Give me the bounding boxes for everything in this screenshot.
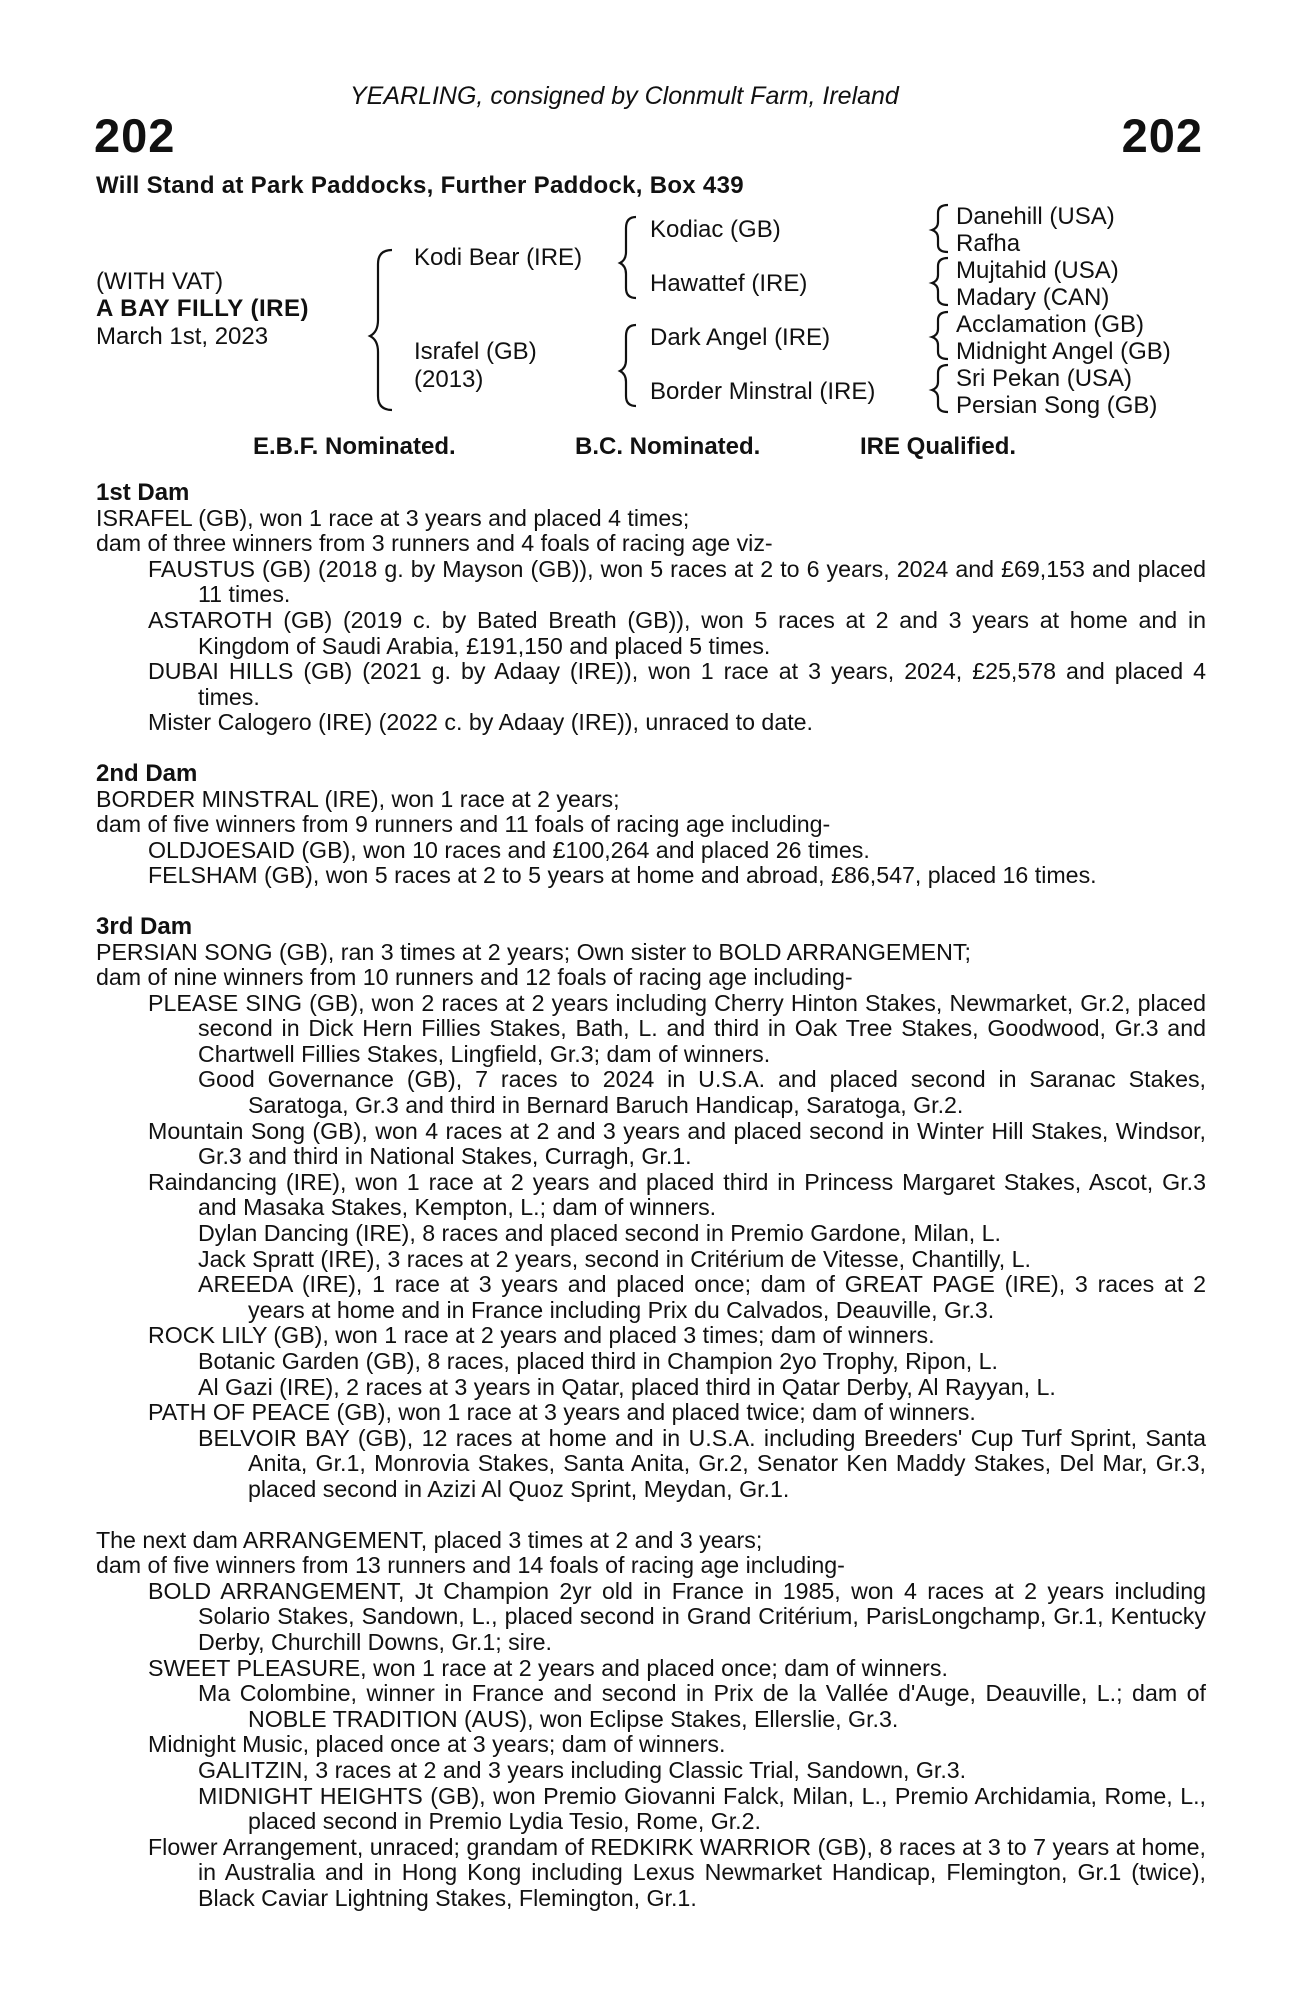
progeny-entry: GALITZIN, 3 races at 2 and 3 years including Classic Trial, Sandown, Gr.3. [198,1756,967,1783]
progeny-entry: Ma Colombine, winner in France and second in Prix de la Vallée d'Auge, Deauville, L.; dam of NOBLE TRADITION (AUS), won Eclipse Stakes, Ellerslie, Gr.3. [198,1680,1206,1732]
third-dam-line1: PERSIAN SONG (GB), ran 3 times at 2 years; Own sister to BOLD ARRANGEMENT; [96,938,971,965]
second-dam-heading: 2nd Dam [96,759,198,787]
progeny-entry: Flower Arrangement, unraced; grandam of REDKIRK WARRIOR (GB), 8 races at 3 to 7 years at home, in Australia and in Hong Kong including Lexus Newmarket Handicap, Flemington, Gr.1 (twice), Black Caviar Lightning Stakes, Flemington, Gr.1. [148,1833,1206,1911]
next-dam-line2: dam of five winners from 13 runners and 14 foals of racing age including- [96,1552,845,1579]
first-dam-heading: 1st Dam [96,479,190,506]
sire-dam: Hawattef (IRE) [650,270,808,297]
progeny-entry: FAUSTUS (GB) (2018 g. by Mayson (GB)), won 5 races at 2 to 6 years, 2024 and £69,153 and placed 11 times. [148,555,1206,608]
third-dam-line2: dam of nine winners from 10 runners and 12 foals of racing age including- [96,964,853,991]
progeny-entry: PLEASE SING (GB), won 2 races at 2 years including Cherry Hinton Stakes, Newmarket, Gr.2, placed second in Dick Hern Fillies Stakes, Bath, L. and third in Oak Tree Stakes, Goodwood, Gr.3 and Chartwell Fillies Stakes, Lingfield, Gr.3; dam of winners. [148,989,1206,1067]
progeny-entry: ROCK LILY (GB), won 1 race at 2 years and placed 3 times; dam of winners. [148,1322,935,1349]
ebf-nomination: E.B.F. Nominated. [253,433,456,460]
progeny-entry: Dylan Dancing (IRE), 8 races and placed second in Premio Gardone, Milan, L. [198,1220,1001,1247]
dam-name: Israfel (GB) [414,338,537,365]
dam-dam: Border Minstral (IRE) [650,378,876,405]
ire-qualified: IRE Qualified. [860,433,1017,460]
progeny-entry: Botanic Garden (GB), 8 races, placed third in Champion 2yo Trophy, Ripon, L. [198,1348,998,1374]
sire-sire: Kodiac (GB) [650,216,781,243]
dam-year: (2013) [414,366,484,393]
progeny-entry: OLDJOESAID (GB), won 10 races and £100,264 and placed 26 times. [148,836,870,863]
catalogue-header: YEARLING, consigned by Clonmult Farm, Ireland [350,82,899,110]
progeny-entry: Al Gazi (IRE), 2 races at 3 years in Qatar, placed third in Qatar Derby, Al Rayyan, L. [198,1373,1056,1400]
progeny-entry: SWEET PLEASURE, won 1 race at 2 years and placed once; dam of winners. [148,1654,948,1681]
progeny-entry: MIDNIGHT HEIGHTS (GB), won Premio Giovanni Falck, Milan, L., Premio Archidamia, Rome, L., placed second in Premio Lydia Tesio, Rome, Gr.2. [198,1782,1206,1835]
first-dam-line2: dam of three winners from 3 runners and 4 foals of racing age viz- [96,530,773,557]
ped-sds: Mujtahid (USA) [956,257,1119,284]
progeny-entry: Midnight Music, placed once at 3 years; dam of winners. [148,1731,726,1758]
progeny-entry: Raindancing (IRE), won 1 race at 2 years and placed third in Princess Margaret Stakes, Ascot, Gr.3 and Masaka Stakes, Kempton, L.; dam of winners. [148,1168,1206,1221]
second-dam-line2: dam of five winners from 9 runners and 11 foals of racing age including- [96,811,831,838]
progeny-entry: BOLD ARRANGEMENT, Jt Champion 2yr old in France in 1985, won 4 races at 2 years including Solario Stakes, Sandown, L., placed second in Grand Critérium, ParisLongchamp, Gr.1, Kentucky Derby, Churchill Downs, Gr.1; sire. [148,1577,1206,1655]
ped-dss: Acclamation (GB) [956,311,1145,338]
horse-name: A BAY FILLY (IRE) [96,295,309,322]
ped-sss: Danehill (USA) [956,203,1115,230]
second-dam-line1: BORDER MINSTRAL (IRE), won 1 race at 2 years; [96,785,620,812]
dam-sire: Dark Angel (IRE) [650,324,831,351]
vat-note: (WITH VAT) [96,268,224,295]
horse-dob: March 1st, 2023 [96,323,269,350]
progeny-entry: BELVOIR BAY (GB), 12 races at home and in U.S.A. including Breeders' Cup Turf Sprint, Santa Anita, Gr.1, Monrovia Stakes, Santa Anita, Gr.2, Senator Ken Maddy Stakes, Del Mar, Gr.3, placed second in Azizi Al Quoz Sprint, Meydan, Gr.1. [198,1424,1206,1502]
progeny-entry: Mister Calogero (IRE) (2022 c. by Adaay (IRE)), unraced to date. [148,709,813,736]
sire-name: Kodi Bear (IRE) [414,244,583,271]
progeny-entry: Mountain Song (GB), won 4 races at 2 and 3 years and placed second in Winter Hill Stakes, Windsor, Gr.3 and third in National Stakes, Curragh, Gr.1. [148,1117,1206,1170]
ped-dds: Sri Pekan (USA) [956,365,1133,392]
stand-location: Will Stand at Park Paddocks, Further Paddock, Box 439 [96,172,744,199]
lot-number-right: 202 [1121,109,1203,162]
ped-ddd: Persian Song (GB) [956,392,1158,419]
third-dam-heading: 3rd Dam [96,912,193,940]
catalogue-body [96,480,1206,1911]
first-dam-line1: ISRAFEL (GB), won 1 race at 3 years and placed 4 times; [96,504,690,531]
progeny-entry: PATH OF PEACE (GB), won 1 race at 3 years and placed twice; dam of winners. [148,1399,976,1426]
progeny-entry: ASTAROTH (GB) (2019 c. by Bated Breath (GB)), won 5 races at 2 and 3 years at home and in Kingdom of Saudi Arabia, £191,150 and placed 5 times. [148,606,1206,659]
progeny-entry: Good Governance (GB), 7 races to 2024 in U.S.A. and placed second in Saranac Stakes, Saratoga, Gr.3 and third in Bernard Baruch Handicap, Saratoga, Gr.2. [198,1066,1206,1119]
progeny-entry: AREEDA (IRE), 1 race at 3 years and placed once; dam of GREAT PAGE (IRE), 3 races at 2 years at home and in France including Prix du Calvados, Deauville, Gr.3. [198,1271,1206,1323]
ped-ssd: Rafha [956,230,1021,257]
progeny-entry: DUBAI HILLS (GB) (2021 g. by Adaay (IRE)), won 1 race at 3 years, 2024, £25,578 and placed 4 times. [148,658,1206,710]
ped-dsd: Midnight Angel (GB) [956,338,1171,365]
progeny-entry: FELSHAM (GB), won 5 races at 2 to 5 years at home and abroad, £86,547, placed 16 times. [148,862,1097,889]
ped-sdd: Madary (CAN) [956,284,1110,311]
lot-number-left: 202 [94,109,176,162]
next-dam-line1: The next dam ARRANGEMENT, placed 3 times at 2 and 3 years; [96,1526,763,1553]
bc-nomination: B.C. Nominated. [575,433,761,460]
progeny-entry: Jack Spratt (IRE), 3 races at 2 years, second in Critérium de Vitesse, Chantilly, L. [198,1245,1031,1272]
